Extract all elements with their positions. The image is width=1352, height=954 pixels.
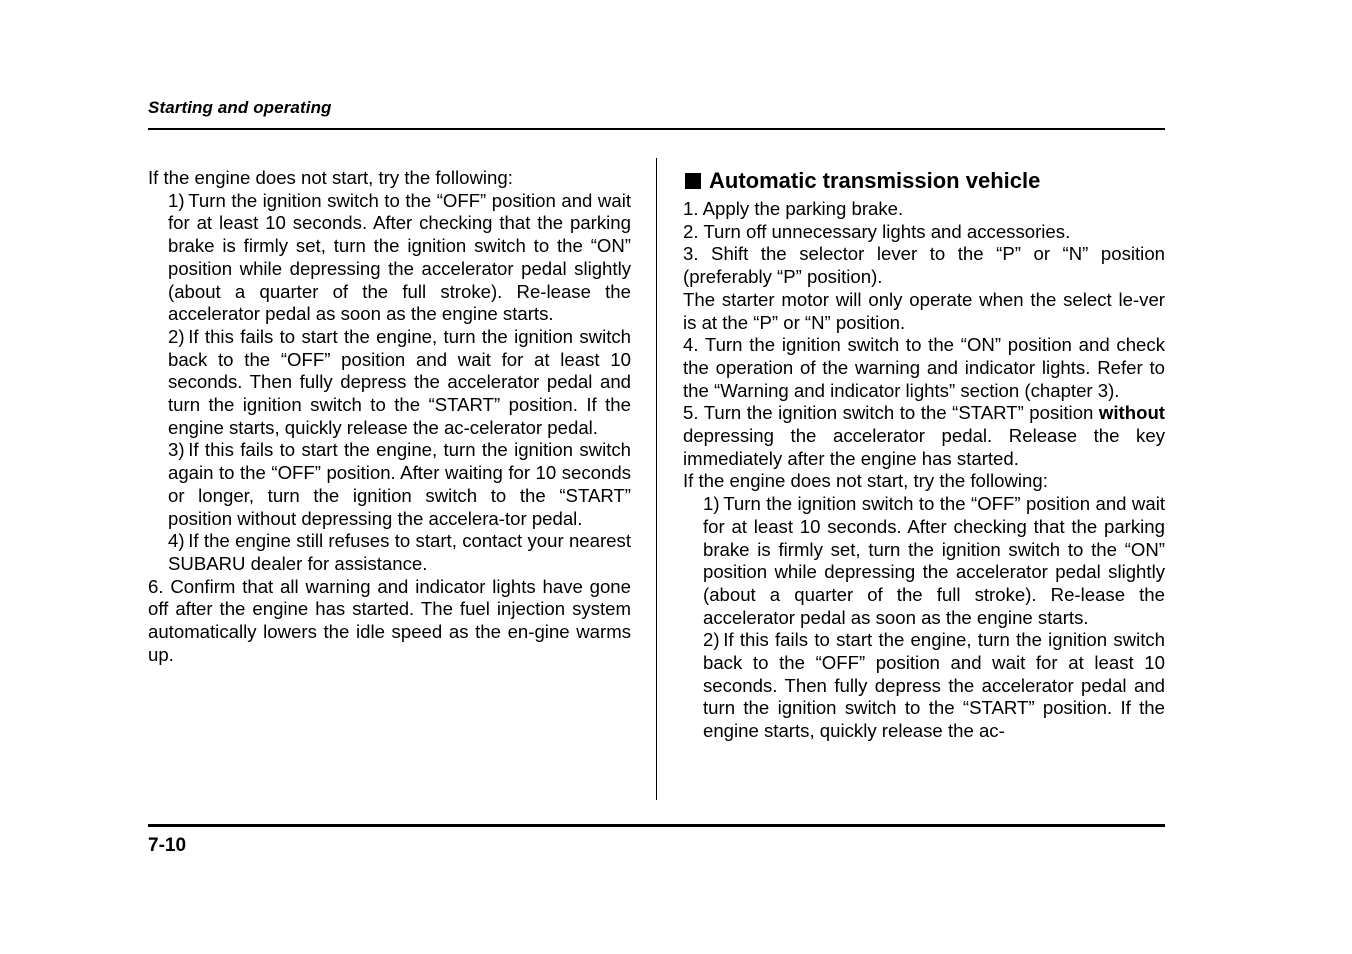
right-column <box>683 166 1165 743</box>
left-column <box>148 167 631 666</box>
step-5-emphasis: without <box>1098 402 1165 424</box>
section-heading <box>683 166 1165 196</box>
footer-rule <box>148 824 1165 827</box>
list-item: 4. Turn the ignition switch to the “ON” position and check the operation of the warning and indicator lights. Refer to the “Warning and indicator lights” section (chapter 3). <box>683 334 1165 401</box>
list-item: 2. Turn off unnecessary lights and accessories. <box>683 220 1071 242</box>
list-item: 1) Turn the ignition switch to the “OFF” position and wait for at least 10 seconds. After checking that the parking brake is firmly set, turn the ignition switch to the “ON” position while depressing the accelerator pedal slightly (about a quarter of the full stroke). Re-lease the accelerator pedal as soon as the engine starts. <box>168 189 631 325</box>
square-bullet-icon <box>685 173 701 189</box>
column-divider <box>656 158 657 800</box>
list-item: The starter motor will only operate when the select le-ver is at the “P” or “N” position. <box>683 288 1165 333</box>
header-rule <box>148 128 1165 130</box>
page-number: 7-10 <box>148 835 187 856</box>
list-item: 2) If this fails to start the engine, turn the ignition switch back to the “OFF” position and wait for at least 10 seconds. Then fully depress the accelerator pedal and turn the ignition switch to the “START” position. If the engine starts, quickly release the ac- <box>703 629 1165 742</box>
intro-text: If the engine does not start, try the following: <box>148 167 513 188</box>
list-item: 3) If this fails to start the engine, turn the ignition switch again to the “OFF” position. After waiting for 10 seconds or longer, turn the ignition switch to the “START” position without depressing the accelera-tor pedal. <box>168 439 631 529</box>
step-5-text <box>683 402 1165 470</box>
section-heading-text: Automatic transmission vehicle <box>709 168 1041 193</box>
section-title: Starting and operating <box>148 98 332 117</box>
list-item: 1. Apply the parking brake. <box>683 198 904 219</box>
step-6-text: 6. Confirm that all warning and indicator lights have gone off after the engine has started. The fuel injection system automatically lowers the idle speed as the en-gine warms up. <box>148 575 631 665</box>
list-item: 2) If this fails to start the engine, turn the ignition switch back to the “OFF” position and wait for at least 10 seconds. Then fully depress the accelerator pedal and turn the ignition switch to the “START” position. If the engine starts, quickly release the ac-celerator pedal. <box>168 325 631 438</box>
step-5-rest: depressing the accelerator pedal. Release the key immediately after the engine has started. <box>683 425 1165 469</box>
intro-text: If the engine does not start, try the following: <box>683 470 1048 492</box>
step-5-lead: 5. Turn the ignition switch to the “START” position <box>683 402 1094 424</box>
list-item: 3. Shift the selector lever to the “P” or “N” position (preferably “P” position). <box>683 243 1165 288</box>
list-item: 4) If the engine still refuses to start, contact your nearest SUBARU dealer for assistance. <box>168 530 631 574</box>
list-item: 1) Turn the ignition switch to the “OFF” position and wait for at least 10 seconds. After checking that the parking brake is firmly set, turn the ignition switch to the “ON” position while depressing the accelerator pedal slightly (about a quarter of the full stroke). Re-lease the accelerator pedal as soon as the engine starts. <box>703 493 1165 628</box>
